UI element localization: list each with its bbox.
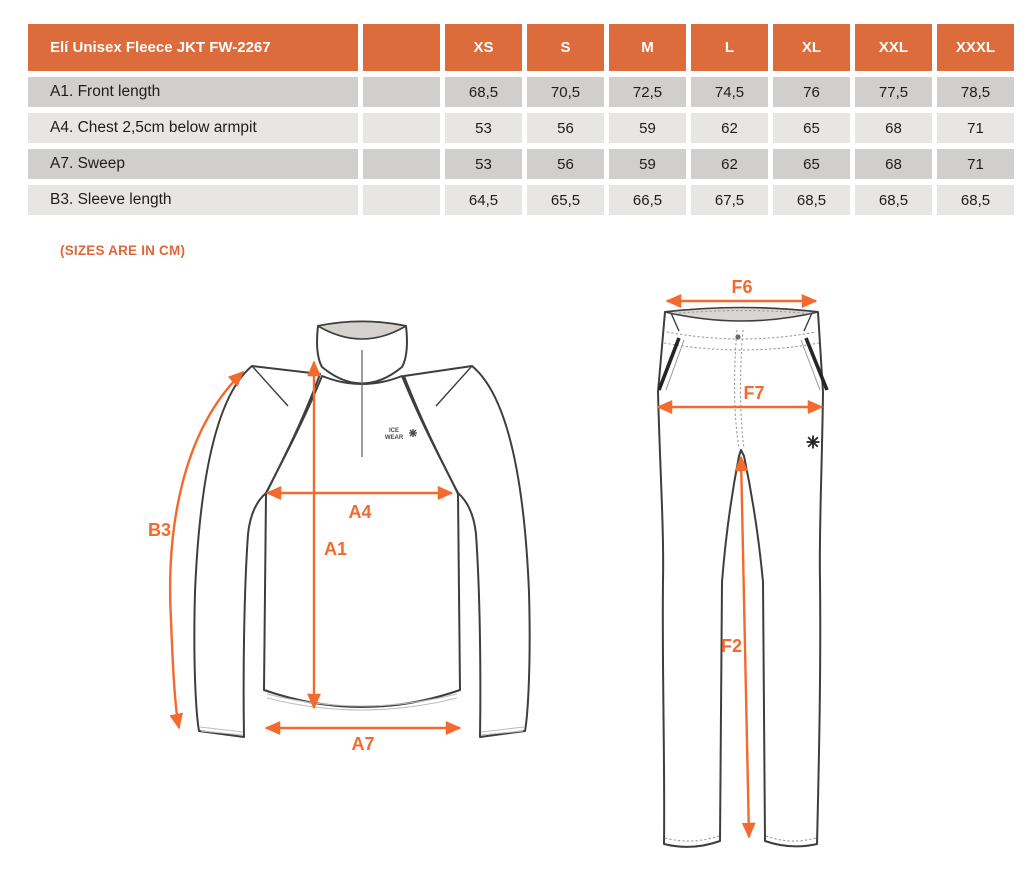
size-header-s: S: [527, 24, 604, 71]
size-header-xxxl: XXXL: [937, 24, 1014, 71]
pants-diagram: [620, 280, 1033, 886]
row-label: B3. Sleeve length: [28, 185, 358, 215]
value-cell: 78,5: [937, 77, 1014, 107]
value-cell: 68,5: [937, 185, 1014, 215]
snowflake-icon: [807, 436, 820, 449]
table-header-row: [28, 24, 1014, 71]
value-cell: 59: [609, 149, 686, 179]
row-label: A4. Chest 2,5cm below armpit: [28, 113, 358, 143]
logo-line-2: WEAR: [384, 435, 404, 441]
value-cell: 68,5: [445, 77, 522, 107]
value-cell: 65: [773, 149, 850, 179]
table-row-chest: [28, 113, 1014, 143]
spacer-cell: [363, 77, 440, 107]
value-cell: 56: [527, 149, 604, 179]
spacer-cell: [363, 185, 440, 215]
jacket-diagram: [130, 300, 570, 770]
value-cell: 66,5: [609, 185, 686, 215]
table-row-sweep: [28, 149, 1014, 179]
value-cell: 53: [445, 113, 522, 143]
size-header-m: M: [609, 24, 686, 71]
value-cell: 68,5: [773, 185, 850, 215]
value-cell: 72,5: [609, 77, 686, 107]
value-cell: 65: [773, 113, 850, 143]
value-cell: 67,5: [691, 185, 768, 215]
value-cell: 77,5: [855, 77, 932, 107]
waist-button: [735, 334, 740, 339]
snowflake-icon: [409, 429, 417, 437]
value-cell: 64,5: [445, 185, 522, 215]
value-cell: 68: [855, 113, 932, 143]
value-cell: 56: [527, 113, 604, 143]
table-row-sleeve-length: [28, 185, 1014, 215]
size-header-xl: XL: [773, 24, 850, 71]
value-cell: 70,5: [527, 77, 604, 107]
size-header-xxl: XXL: [855, 24, 932, 71]
spacer-cell: [363, 24, 440, 71]
size-table: [23, 18, 1019, 221]
f2-arrow: [741, 457, 749, 837]
value-cell: 68: [855, 149, 932, 179]
f6-label: F6: [731, 280, 753, 297]
value-cell: 53: [445, 149, 522, 179]
logo-line-1: ICE: [388, 428, 400, 434]
table-row-front-length: [28, 77, 1014, 107]
f7-label: F7: [743, 383, 765, 403]
units-note: (SIZES ARE IN CM): [60, 243, 186, 258]
value-cell: 74,5: [691, 77, 768, 107]
f2-label: F2: [720, 636, 742, 656]
size-header-xs: XS: [445, 24, 522, 71]
spacer-cell: [363, 149, 440, 179]
value-cell: 62: [691, 149, 768, 179]
row-label: A1. Front length: [28, 77, 358, 107]
value-cell: 68,5: [855, 185, 932, 215]
value-cell: 62: [691, 113, 768, 143]
value-cell: 65,5: [527, 185, 604, 215]
product-title: Elí Unisex Fleece JKT FW-2267: [28, 24, 358, 71]
size-header-l: L: [691, 24, 768, 71]
a7-label: A7: [351, 734, 375, 754]
value-cell: 76: [773, 77, 850, 107]
a4-label: A4: [348, 502, 372, 522]
value-cell: 59: [609, 113, 686, 143]
row-label: A7. Sweep: [28, 149, 358, 179]
spacer-cell: [363, 113, 440, 143]
value-cell: 71: [937, 113, 1014, 143]
b3-label: B3: [148, 520, 172, 540]
a1-label: A1: [324, 539, 348, 559]
value-cell: 71: [937, 149, 1014, 179]
